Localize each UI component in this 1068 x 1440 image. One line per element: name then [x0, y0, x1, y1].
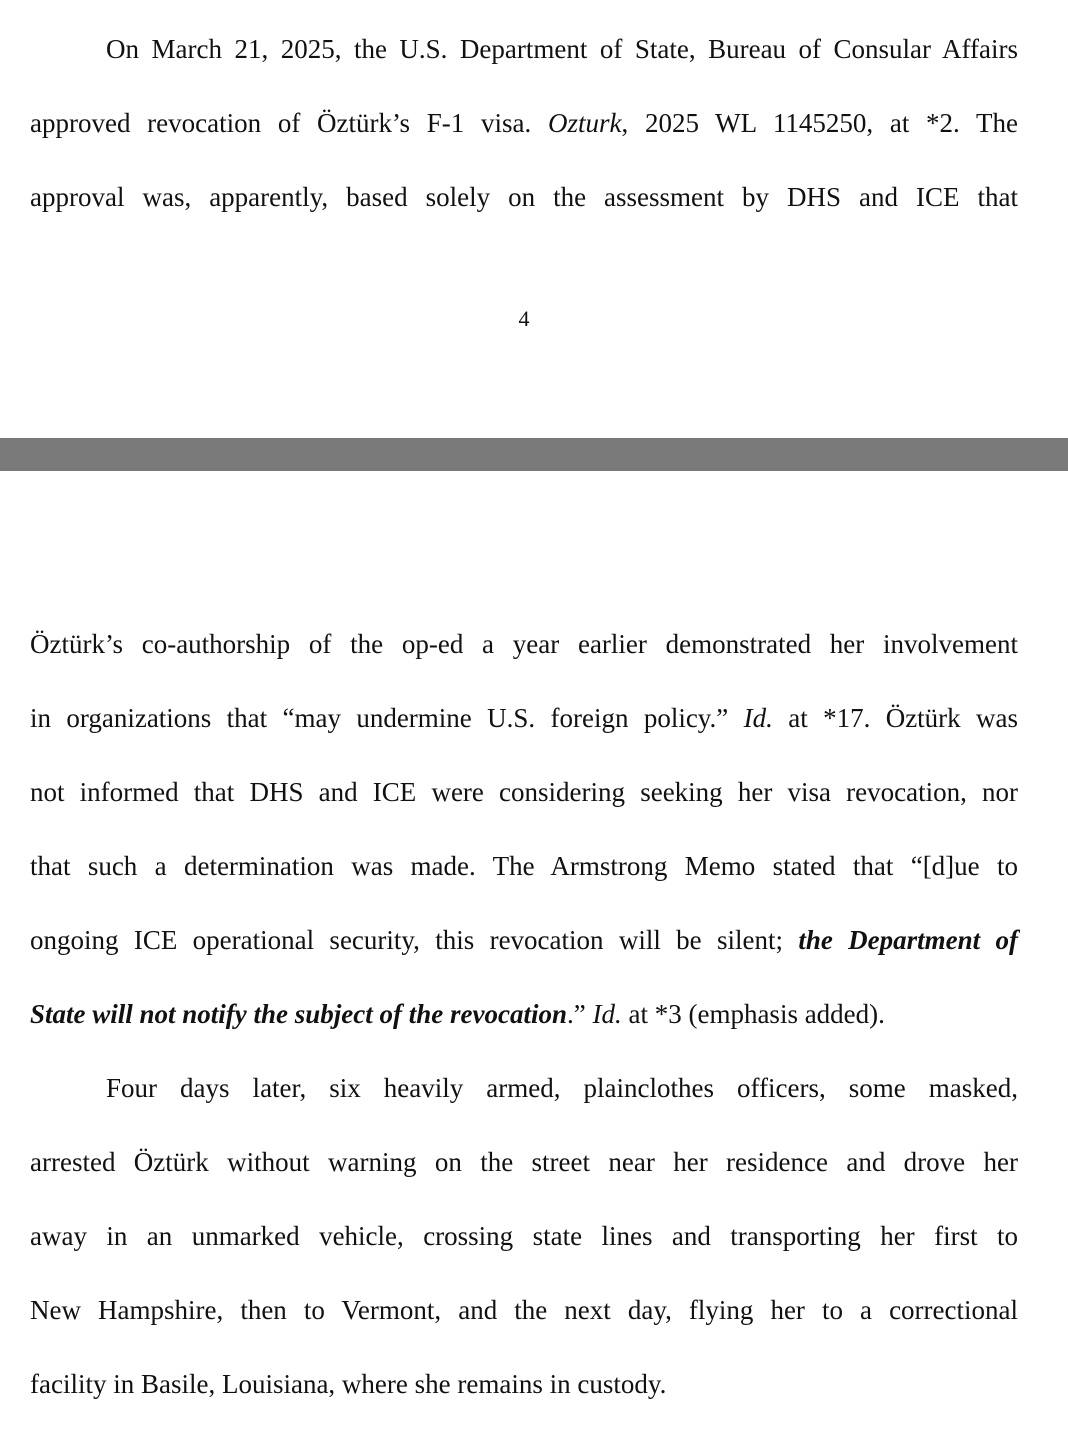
paragraph-line	[30, 106, 1018, 140]
paragraph-line: approval was, apparently, based solely on the assessment by DHS and ICE that	[30, 182, 1018, 212]
text-segment: .”	[567, 999, 593, 1029]
paragraph-line: arrested Öztürk without warning on the street near her residence and drove her	[30, 1147, 1018, 1177]
text-segment: in organizations that “may undermine U.S. foreign policy.”	[30, 703, 729, 733]
paragraph-line: New Hampshire, then to Vermont, and the next day, flying her to a correctional	[30, 1295, 1018, 1325]
paragraph-line: not informed that DHS and ICE were considering seeking her visa revocation, nor	[30, 777, 1018, 807]
paragraph-line: facility in Basile, Louisiana, where she remains in custody.	[30, 1369, 667, 1399]
paragraph-line: away in an unmarked vehicle, crossing state lines and transporting her first to	[30, 1221, 1018, 1251]
document-page-top	[0, 0, 1068, 438]
text-segment: at *17. Öztürk was	[772, 703, 1019, 733]
paragraph-line: On March 21, 2025, the U.S. Department of State, Bureau of Consular Affairs	[106, 34, 1018, 64]
page-number: 4	[518, 306, 530, 331]
id-citation: Id.	[592, 999, 622, 1029]
page-separator	[0, 438, 1068, 471]
case-citation: Ozturk	[547, 108, 622, 138]
document-page-bottom	[0, 471, 1068, 1440]
text-segment: , 2025 WL 1145250, at *2. The	[621, 108, 1018, 138]
emphasized-text: the Department of	[798, 925, 1018, 955]
paragraph-line	[30, 997, 1018, 1031]
id-citation: Id.	[743, 703, 773, 733]
text-segment: at *3 (emphasis added).	[621, 999, 885, 1029]
paragraph-line: that such a determination was made. The Armstrong Memo stated that “[d]ue to	[30, 851, 1018, 881]
text-segment: ongoing ICE operational security, this revocation will be silent;	[30, 925, 799, 955]
paragraph-line	[30, 701, 1018, 735]
emphasized-text: State will not notify the subject of the revocation	[30, 999, 567, 1029]
paragraph-line: Four days later, six heavily armed, plainclothes officers, some masked,	[106, 1073, 1018, 1103]
text-segment: approved revocation of Öztürk’s F-1 visa.	[30, 108, 532, 138]
paragraph-line: Öztürk’s co-authorship of the op-ed a year earlier demonstrated her involvement	[30, 629, 1018, 659]
paragraph-line	[30, 923, 1018, 957]
